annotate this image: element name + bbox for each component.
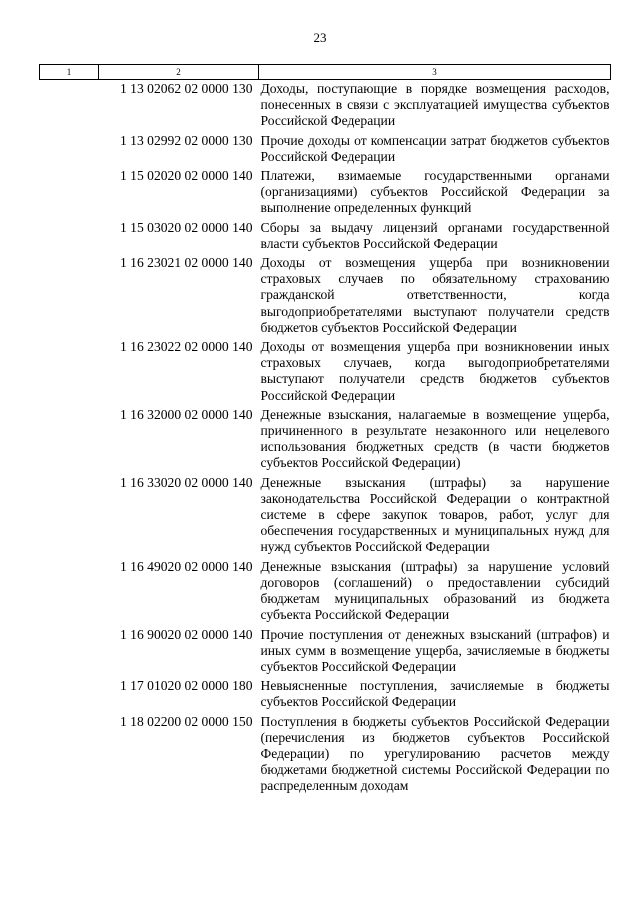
income-code: 1 15 03020 02 0000 140 <box>119 219 253 235</box>
column-header-2: 2 <box>99 65 259 80</box>
row-cell-empty <box>40 219 99 254</box>
income-description: Невыясненные поступления, зачисляемые в бюджеты субъектов Российской Федерации <box>260 678 610 710</box>
table-row <box>40 406 611 474</box>
table-row <box>40 132 611 167</box>
table-row <box>40 713 611 797</box>
income-code: 1 17 01020 02 0000 180 <box>119 678 253 694</box>
table-row <box>40 474 611 558</box>
income-code: 1 16 90020 02 0000 140 <box>119 626 253 642</box>
row-cell-empty <box>40 558 99 626</box>
table-row <box>40 254 611 338</box>
column-header-3: 3 <box>259 65 611 80</box>
income-description: Доходы от возмещения ущерба при возникновении иных страховых случаев, когда выгодоприобретателями выступают получатели средств бюджетов субъектов Российской Федерации <box>260 339 610 403</box>
income-code: 1 18 02200 02 0000 150 <box>119 713 253 729</box>
income-description: Поступления в бюджеты субъектов Российской Федерации (перечисления из бюджетов субъектов Российской Федерации) по урегулированию расчетов между бюджетами бюджетной системы Российской Федерации по распределенным доходам <box>260 713 610 794</box>
table-row <box>40 80 611 132</box>
income-code: 1 16 33020 02 0000 140 <box>119 474 253 490</box>
row-cell-empty <box>40 626 99 678</box>
income-code: 1 16 49020 02 0000 140 <box>119 558 253 574</box>
table-row <box>40 338 611 406</box>
row-cell-empty <box>40 474 99 558</box>
income-description: Денежные взыскания (штрафы) за нарушение законодательства Российской Федерации о контрактной системе в сфере закупок товаров, работ, услуг для обеспечения государственных и муниципальных нужд для нужд субъектов Российской Федерации <box>260 474 610 555</box>
income-description: Платежи, взимаемые государственными органами (организациями) субъектов Российской Федерации за выполнение определенных функций <box>260 168 610 216</box>
income-code: 1 16 32000 02 0000 140 <box>119 406 253 422</box>
row-cell-empty <box>40 713 99 797</box>
row-cell-empty <box>40 80 99 132</box>
row-cell-empty <box>40 254 99 338</box>
income-code: 1 13 02992 02 0000 130 <box>119 132 253 148</box>
table-row <box>40 626 611 678</box>
income-description: Прочие поступления от денежных взысканий (штрафов) и иных сумм в возмещение ущерба, зачисляемые в бюджеты субъектов Российской Федерации <box>260 626 610 674</box>
income-description: Денежные взыскания, налагаемые в возмещение ущерба, причиненного в результате незаконного или нецелевого использования бюджетных средств (в части бюджетов субъектов Российской Федерации) <box>260 406 610 471</box>
table-row <box>40 677 611 712</box>
row-cell-empty <box>40 338 99 406</box>
table-header-row <box>40 65 611 80</box>
income-code: 1 16 23021 02 0000 140 <box>119 255 253 271</box>
income-description: Доходы, поступающие в порядке возмещения расходов, понесенных в связи с эксплуатацией имущества субъектов Российской Федерации <box>260 81 610 129</box>
page-number: 23 <box>313 30 327 45</box>
table-row <box>40 219 611 254</box>
row-cell-empty <box>40 677 99 712</box>
row-cell-empty <box>40 132 99 167</box>
income-code: 1 13 02062 02 0000 130 <box>119 81 253 96</box>
row-cell-empty <box>40 167 99 219</box>
income-code: 1 16 23022 02 0000 140 <box>119 339 253 355</box>
table-row <box>40 167 611 219</box>
income-description: Денежные взыскания (штрафы) за нарушение условий договоров (соглашений) о предоставлении субсидий бюджетам муниципальных образований из бюджета субъекта Российской Федерации <box>260 558 610 623</box>
table-row <box>40 558 611 626</box>
income-description: Доходы от возмещения ущерба при возникновении страховых случаев по обязательному страхованию гражданской ответственности, когда выгодоприобретателями выступают получатели средств бюджетов субъектов Российской Федерации <box>260 255 610 335</box>
row-cell-empty <box>40 406 99 474</box>
income-code: 1 15 02020 02 0000 140 <box>119 168 253 184</box>
income-description: Прочие доходы от компенсации затрат бюджетов субъектов Российской Федерации <box>260 132 610 164</box>
income-description: Сборы за выдачу лицензий органами государственной власти субъектов Российской Федерации <box>260 219 610 251</box>
column-header-1: 1 <box>40 65 99 80</box>
budget-codes-table <box>39 64 611 797</box>
